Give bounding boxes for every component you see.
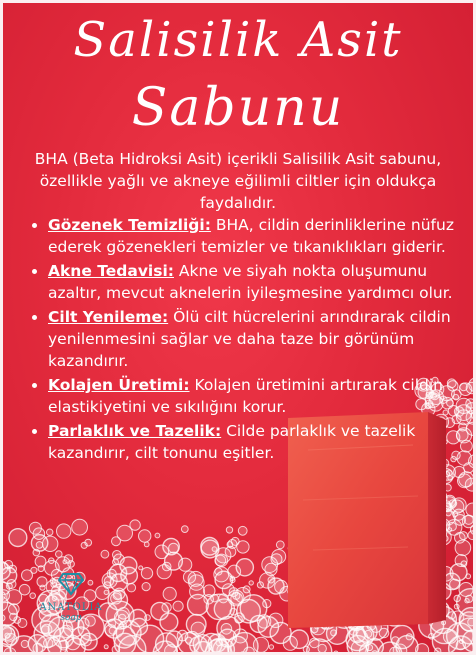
foam-bubble <box>253 637 268 652</box>
feature-text: Akne ve siyah nokta oluşumunu azaltır, mevcut aknelerin iyileşmesine yardımcı olur. <box>48 262 453 302</box>
foam-bubble <box>472 411 476 420</box>
feature-text: Cilde parlaklık ve tazelik kazandırır, cilt tonunu eşitler. <box>48 422 416 462</box>
foam-bubble <box>141 568 152 579</box>
foam-bubble <box>435 648 441 654</box>
intro-text: BHA (Beta Hidroksi Asit) içerikli Salisilik Asit sabunu, özellikle yağlı ve akneye eğilimli ciltler için oldukça faydalıdır. <box>34 150 442 212</box>
diamond-icon <box>58 570 84 596</box>
foam-bubble <box>269 645 273 649</box>
feature-title: Kolajen Üretimi: <box>48 376 190 394</box>
foam-bubble <box>0 592 5 600</box>
feature-title: Parlaklık ve Tazelik: <box>48 422 222 440</box>
feature-item <box>48 260 458 304</box>
foam-bubble <box>460 532 468 540</box>
foam-bubble <box>191 622 205 636</box>
foam-bubble <box>225 546 236 557</box>
foam-bubble <box>461 440 473 452</box>
feature-item <box>48 420 458 464</box>
foam-bubble <box>215 554 227 566</box>
feature-title: Cilt Yenileme: <box>48 308 169 326</box>
foam-bubble <box>7 590 22 605</box>
foam-bubble <box>215 568 222 575</box>
foam-bubble <box>238 526 247 535</box>
foam-bubble <box>68 561 75 568</box>
foam-bubble <box>107 569 116 578</box>
title-line-2: Sabunu <box>131 78 345 138</box>
foam-bubble <box>113 592 121 600</box>
foam-bubble <box>4 648 16 655</box>
foam-bubble <box>194 642 212 655</box>
foam-bubble <box>85 539 92 546</box>
foam-bubble <box>367 645 373 651</box>
foam-bubble <box>36 635 61 655</box>
foam-bubble <box>268 577 274 583</box>
foam-bubble <box>163 587 176 600</box>
foam-bubble <box>455 555 467 567</box>
foam-bubble <box>459 583 473 597</box>
foam-bubble <box>237 600 260 623</box>
foam-bubble <box>104 645 108 649</box>
foam-bubble <box>173 601 183 611</box>
feature-item <box>48 374 458 418</box>
feature-item <box>48 214 458 258</box>
title-line-1: Salisilik Asit <box>73 12 403 68</box>
foam-bubble <box>468 531 476 540</box>
foam-bubble <box>318 644 326 652</box>
foam-bubble <box>229 588 238 597</box>
foam-bubble <box>214 599 234 619</box>
foam-bubble <box>217 644 229 655</box>
foam-bubble <box>160 613 178 631</box>
foam-bubble <box>162 603 171 612</box>
foam-bubble <box>169 543 179 553</box>
foam-bubble <box>466 382 476 393</box>
foam-bubble <box>144 542 149 547</box>
foam-bubble <box>226 527 232 533</box>
foam-bubble <box>466 503 476 516</box>
feature-list <box>28 214 458 466</box>
foam-bubble <box>30 593 36 599</box>
feature-item <box>48 306 458 372</box>
foam-bubble <box>47 529 53 535</box>
foam-bubble <box>201 538 219 556</box>
foam-bubble <box>142 583 150 591</box>
foam-bubble <box>5 634 16 645</box>
foam-bubble <box>165 645 178 655</box>
foam-bubble <box>244 647 255 655</box>
foam-bubble <box>334 651 338 655</box>
feature-text: BHA, cildin derinliklerine nüfuz ederek gözenekleri temizler ve tıkanıklıkları giderir. <box>48 216 454 256</box>
foam-bubble <box>450 500 463 513</box>
feature-title: Akne Tedavisi: <box>48 262 174 280</box>
foam-bubble <box>165 552 183 570</box>
brand-subtitle: soap <box>60 613 82 623</box>
foam-bubble <box>127 584 135 592</box>
foam-bubble <box>466 422 476 435</box>
foam-bubble <box>406 634 412 640</box>
foam-bubble <box>237 541 249 553</box>
foam-bubble <box>230 578 235 583</box>
foam-bubble <box>31 535 47 551</box>
brand-logo <box>36 570 106 623</box>
foam-bubble <box>462 515 475 528</box>
foam-bubble <box>121 567 138 584</box>
foam-bubble <box>243 586 250 593</box>
foam-bubble <box>283 636 297 650</box>
foam-bubble <box>119 636 146 655</box>
foam-bubble <box>466 399 476 409</box>
foam-bubble <box>465 599 469 603</box>
feature-text: Kolajen üretimini artırarak cildin elastikiyetini ve sıkılığını korur. <box>48 376 443 416</box>
foam-bubble <box>14 617 21 624</box>
feature-text: Ölü cilt hücrelerini arındırarak cildin yenilenmesini sağlar ve daha taze bir görünüm kazandırır. <box>48 308 451 370</box>
foam-bubble <box>155 533 160 538</box>
foam-bubble <box>459 640 463 644</box>
foam-bubble <box>1 568 17 584</box>
foam-bubble <box>56 551 63 558</box>
foam-bubble <box>118 608 130 620</box>
foam-bubble <box>6 583 12 589</box>
foam-bubble <box>139 530 151 542</box>
foam-bubble <box>29 522 41 534</box>
foam-bubble <box>249 581 253 585</box>
feature-title: Gözenek Temizliği: <box>48 216 211 234</box>
foam-bubble <box>9 529 27 547</box>
brand-name: ANATOLIA <box>39 602 103 613</box>
foam-bubble <box>458 474 472 488</box>
foam-bubble <box>236 559 253 576</box>
foam-bubble <box>204 595 214 605</box>
foam-bubble <box>57 524 71 538</box>
foam-bubble <box>35 556 46 567</box>
foam-bubble <box>72 519 88 535</box>
foam-bubble <box>183 571 195 583</box>
foam-bubble <box>66 635 80 649</box>
foam-bubble <box>101 550 109 558</box>
foam-bubble <box>117 525 133 541</box>
foam-bubble <box>21 640 28 647</box>
foam-bubble <box>139 566 143 570</box>
foam-bubble <box>181 526 188 533</box>
foam-bubble <box>190 584 205 599</box>
